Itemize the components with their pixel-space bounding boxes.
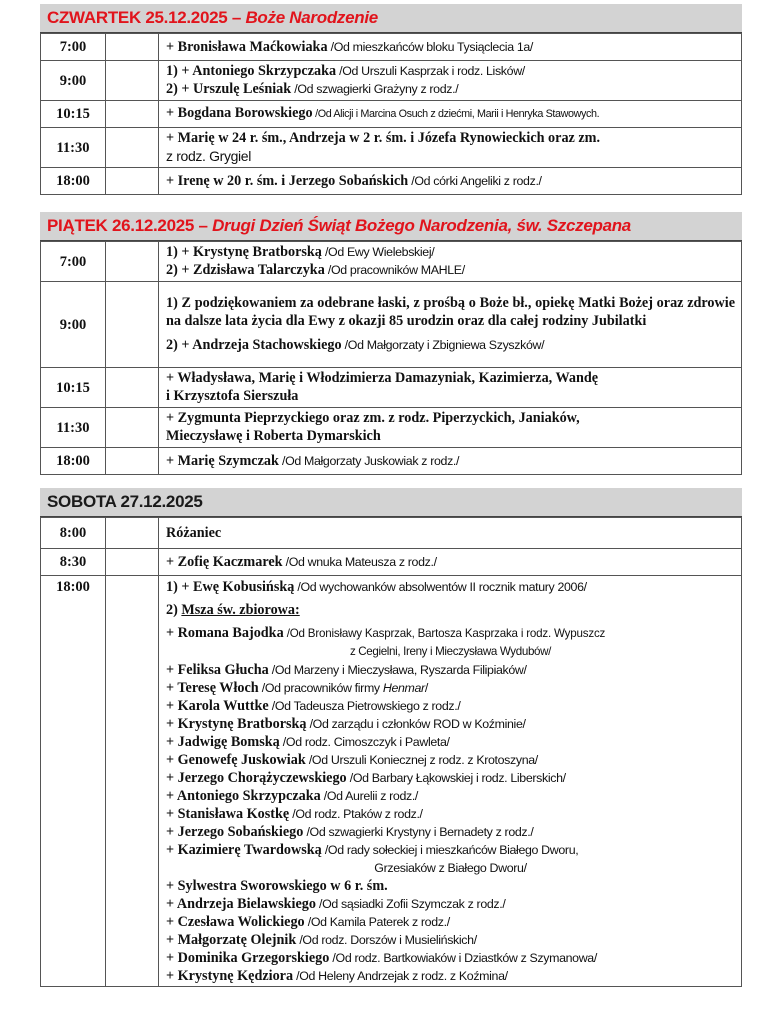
- mass-row: [41, 242, 742, 282]
- blank-cell: [106, 448, 159, 475]
- intention-from: /Od szwagierki Grażyny z rodz./: [291, 82, 459, 96]
- collective-intention-item: [166, 823, 735, 841]
- collective-intention-item: [166, 624, 735, 643]
- intention-name: + Zdzisława Talarczyka: [181, 262, 325, 278]
- mass-schedule-table: [40, 517, 742, 987]
- mass-time: 9:00: [41, 61, 106, 101]
- day-header: CZWARTEK 25.12.2025 – Boże Narodzenie: [40, 4, 742, 33]
- intention-name: 1) Z podziękowaniem za odebrane łaski, z prośbą o Boże bł., opiekę Matki Bożej oraz zdrowie na dalsze lata życia dla Ewy z okazji 85 urodzin oraz dla całej rodziny Jubilatki: [166, 295, 735, 329]
- mass-time: 18:00: [41, 576, 106, 987]
- collective-intention-item: [166, 769, 735, 787]
- mass-schedule-table: [40, 33, 742, 195]
- mass-row: [41, 61, 742, 101]
- collective-intention-item: [166, 841, 735, 859]
- mass-intention: [159, 101, 742, 128]
- mass-time: 9:00: [41, 282, 106, 368]
- intention-from: /Od Urszuli Koniecznej z rodz. z Krotoszyna/: [305, 753, 538, 767]
- intention-from: /Od pracowników MAHLE/: [324, 263, 465, 277]
- intention-name: + Antoniego Skrzypczaka: [166, 788, 321, 804]
- intention-from: /Od Bronisławy Kasprzak, Bartosza Kasprzaka i rodz. Wypuszcz: [283, 627, 606, 640]
- mass-row: [41, 576, 742, 987]
- intention-from: /Od szwagierki Krystyny i Bernadety z rodz./: [303, 825, 534, 839]
- mass-time: 10:15: [41, 368, 106, 408]
- collective-intention-item: [166, 661, 735, 679]
- intention-from: /Od rady sołeckiej i mieszkańców Białego Dworu,: [321, 843, 579, 857]
- intention-from: /Od rodz. Ptaków z rodz./: [289, 807, 423, 821]
- blank-cell: [106, 549, 159, 576]
- intention-name: + Małgorzatę Olejnik: [166, 932, 297, 948]
- day-subtitle: Boże Narodzenie: [245, 8, 378, 27]
- mass-time: 11:30: [41, 128, 106, 168]
- blank-cell: [106, 408, 159, 448]
- collective-intention-item: [166, 895, 735, 913]
- intention-from: /Od rodz. Cimoszczyk i Pawleta/: [279, 735, 450, 749]
- intention-name: + Krystynę Bratborską: [181, 244, 322, 260]
- blank-cell: [106, 242, 159, 282]
- collective-intention-item: + Teresę Włoch /Od pracowników firmy Henmar/: [166, 680, 428, 696]
- collective-intention-item: [166, 751, 735, 769]
- day-subtitle: Drugi Dzień Świąt Bożego Narodzenia, św. Szczepana: [212, 216, 631, 235]
- collective-intention-item: [166, 877, 735, 895]
- mass-row: [41, 101, 742, 128]
- mass-schedule-table: [40, 241, 742, 475]
- intention-from: /Od Marzeny i Mieczysława, Ryszarda Filipiaków/: [268, 663, 527, 677]
- intention-name: + Urszulę Leśniak: [181, 81, 292, 97]
- collective-intention-item: [166, 913, 735, 931]
- mass-row: [41, 282, 742, 368]
- mass-intention: [159, 549, 742, 576]
- intention-from: /Od Tadeusza Pietrowskiego z rodz./: [268, 699, 461, 713]
- intention-name: + Teresę Włoch: [166, 680, 259, 696]
- blank-cell: [106, 168, 159, 195]
- mass-row: [41, 549, 742, 576]
- intention-name: + Jerzego Sobańskiego: [166, 824, 304, 840]
- intention-from-continuation: z Cegielni, Ireny i Mieczysława Wydubów/: [349, 645, 552, 658]
- collective-intention-item: [166, 931, 735, 949]
- collective-intention-item: [166, 805, 735, 823]
- intention-name: + Andrzeja Bielawskiego: [166, 896, 316, 912]
- mass-time: 7:00: [41, 242, 106, 282]
- blank-cell: [106, 518, 159, 549]
- blank-cell: [106, 61, 159, 101]
- blank-cell: [106, 34, 159, 61]
- mass-row: [41, 368, 742, 408]
- intention-name: + Romana Bajodka: [166, 625, 284, 641]
- mass-intention: [159, 448, 742, 475]
- intention-name: + Antoniego Skrzypczaka: [181, 63, 337, 79]
- mass-intention: 1) + Ewę Kobusińską /Od wychowanków absolwentów II rocznik matury 2006/ 2) Msza św. zbiorowa: + Romana Bajodka /Od Bronisławy Kasprzak, Bartosza Kasprzaka i rodz. Wypuszcz z Cegielni, Ireny i Mieczysława Wydubów/ + Feliksa Głucha /Od Marzeny i Mieczysława, Ryszarda Filipiaków/ + Teresę Włoch /Od pracowników firmy Henmar/ + Karola Wuttke /Od Tadeusza Pietrowskiego z rodz./ + Krystynę Bratborską /Od zarządu i członków ROD w Koźminie/ + Jadwigę Bomską /Od rodz. Cimoszczyk i Pawleta/ + Genowefę Juskowiak /Od Urszuli Koniecznej z rodz. z Krotoszyna/ + Jerzego Chorążyczewskiego /Od Barbary Łąkowskiej i rodz. Liberskich/ + Antoniego Skrzypczaka /Od Aurelii z rodz./ + Stanisława Kostkę /Od rodz. Ptaków z rodz./ + Jerzego Sobańskiego /Od szwagierki Krystyny i Bernadety z rodz./ + Kazimierę Twardowską /Od rady sołeckiej i mieszkańców Białego Dworu, Grzesiaków z Białego Dworu/ + Sylwestra Sworowskiego w 6 r. śm. + Andrzeja Bielawskiego /Od sąsiadki Zofii Szymczak z rodz./ + Czesława Wolickiego /Od Kamila Paterek z rodz./ + Małgorzatę Olejnik /Od rodz. Dorszów i Musielińskich/ + Dominika Grzegorskiego /Od rodz. Bartkowiaków i Dziastków z Szymanowa/ + Krystynę Kędziora /Od Heleny Andrzejak z rodz. z Koźmina/: [159, 576, 742, 987]
- intention-continuation: i Krzysztofa Sierszuła: [166, 388, 299, 404]
- intention-name: Różaniec: [166, 524, 222, 541]
- intention-name: + Marię w 24 r. śm., Andrzeja w 2 r. śm. i Józefa Rynowieckich oraz zm.: [166, 130, 601, 146]
- intention-from: /Od Urszuli Kasprzak i rodz. Lisków/: [336, 64, 525, 78]
- mass-time: 7:00: [41, 34, 106, 61]
- intention-from: /Od Małgorzaty Juskowiak z rodz./: [278, 453, 460, 468]
- intention-from: z rodz. Grygiel: [166, 148, 251, 164]
- day-title: CZWARTEK 25.12.2025: [47, 8, 228, 27]
- intention-name: + Kazimierę Twardowską: [166, 842, 322, 858]
- intention-from: /Od sąsiadki Zofii Szymczak z rodz./: [315, 897, 506, 911]
- day-header: [40, 488, 742, 517]
- collective-intention-item: [166, 949, 735, 967]
- intention-name: + Jerzego Chorążyczewskiego: [166, 770, 347, 786]
- intention-name: + Zofię Kaczmarek: [166, 553, 283, 570]
- intention-name: + Karola Wuttke: [166, 698, 269, 714]
- mass-row: [41, 128, 742, 168]
- intention-name: + Stanisława Kostkę: [166, 806, 290, 822]
- mass-intention: [159, 518, 742, 549]
- intention-name: + Krystynę Kędziora: [166, 968, 294, 984]
- intention-name: + Andrzeja Stachowskiego: [181, 337, 342, 353]
- intention-name: + Bogdana Borowskiego: [166, 105, 313, 121]
- intention-from: /Od rodz. Dorszów i Musielińskich/: [296, 933, 477, 947]
- intention-continuation: Mieczysławę i Roberta Dymarskich: [166, 428, 381, 444]
- mass-intention: [159, 34, 742, 61]
- intention-from: /Od Barbary Łąkowskiej i rodz. Liberskich/: [346, 771, 566, 785]
- mass-intention: [159, 408, 742, 448]
- collective-intention-item: [166, 787, 735, 805]
- intention-from: /Od Kamila Paterek z rodz./: [304, 915, 450, 929]
- collective-intention-item: [166, 697, 735, 715]
- collective-intention-item: [166, 733, 735, 751]
- intention-name: + Marię Szymczak: [166, 452, 279, 469]
- intention-from: /Od Alicji i Marcina Osuch z dziećmi, Marii i Henryka Stawowych.: [312, 108, 600, 120]
- intention-name: + Czesława Wolickiego: [166, 914, 305, 930]
- intention-name: + Genowefę Juskowiak: [166, 752, 306, 768]
- blank-cell: [106, 101, 159, 128]
- mass-row: [41, 408, 742, 448]
- intention-name: + Ewę Kobusińską: [181, 579, 295, 595]
- blank-cell: [106, 368, 159, 408]
- intention-name: + Władysława, Marię i Włodzimierza Damazyniak, Kazimierza, Wandę: [166, 370, 599, 386]
- day-section-saturday: [40, 488, 742, 987]
- blank-cell: [106, 282, 159, 368]
- collective-mass-label: Msza św. zbiorowa:: [181, 602, 300, 618]
- day-section-thursday: [40, 4, 742, 195]
- intention-from: /Od wnuka Mateusza z rodz./: [282, 554, 437, 569]
- intention-name: + Zygmunta Pieprzyckiego oraz zm. z rodz. Piperzyckich, Janiaków,: [166, 410, 580, 426]
- mass-intention: [159, 168, 742, 195]
- intention-from: /Od Ewy Wielebskiej/: [321, 245, 435, 259]
- intention-from: /Od zarządu i członków ROD w Koźminie/: [306, 717, 526, 731]
- intention-name: + Krystynę Bratborską: [166, 716, 307, 732]
- mass-intention: [159, 128, 742, 168]
- mass-intention: 1) Z podziękowaniem za odebrane łaski, z prośbą o Boże bł., opiekę Matki Bożej oraz zdrowie na dalsze lata życia dla Ewy z okazji 85 urodzin oraz dla całej rodziny Jubilatki 2) + Andrzeja Stachowskiego /Od Małgorzaty i Zbigniewa Szyszków/: [159, 282, 742, 368]
- intention-from: /Od wychowanków absolwentów II rocznik matury 2006/: [294, 580, 587, 594]
- blank-cell: [106, 128, 159, 168]
- mass-time: 11:30: [41, 408, 106, 448]
- mass-time: 8:30: [41, 549, 106, 576]
- mass-time: 8:00: [41, 518, 106, 549]
- collective-intention-item: [166, 715, 735, 733]
- mass-row: [41, 168, 742, 195]
- intention-from: /Od córki Angeliki z rodz./: [408, 173, 542, 188]
- day-title: SOBOTA 27.12.2025: [47, 492, 203, 511]
- intention-name: + Dominika Grzegorskiego: [166, 950, 330, 966]
- intention-from-continuation: Grzesiaków z Białego Dworu/: [374, 861, 527, 875]
- mass-row: [41, 34, 742, 61]
- mass-time: 10:15: [41, 101, 106, 128]
- day-title: PIĄTEK 26.12.2025: [47, 216, 195, 235]
- intention-name: + Bronisława Maćkowiaka: [166, 38, 328, 55]
- mass-intention: [159, 368, 742, 408]
- intention-name: + Feliksa Głucha: [166, 662, 269, 678]
- mass-time: 18:00: [41, 448, 106, 475]
- collective-intention-item: [166, 967, 735, 985]
- mass-time: 18:00: [41, 168, 106, 195]
- mass-intention: 1) + Krystynę Bratborską /Od Ewy Wielebskiej/ 2) + Zdzisława Talarczyka /Od pracowników MAHLE/: [159, 242, 742, 282]
- intention-name: + Jadwigę Bomską: [166, 734, 280, 750]
- day-header: PIĄTEK 26.12.2025 – Drugi Dzień Świąt Bożego Narodzenia, św. Szczepana: [40, 212, 742, 241]
- mass-row: [41, 518, 742, 549]
- blank-cell: [106, 576, 159, 987]
- day-section-friday: [40, 212, 742, 475]
- intention-from: /Od Małgorzaty i Zbigniewa Szyszków/: [341, 338, 545, 352]
- intention-name: + Irenę w 20 r. śm. i Jerzego Sobańskich: [166, 172, 409, 189]
- collective-intentions-list: [166, 624, 735, 985]
- intention-from: /Od Heleny Andrzejak z rodz. z Koźmina/: [293, 969, 508, 983]
- mass-row: [41, 448, 742, 475]
- intention-from: /Od rodz. Bartkowiaków i Dziastków z Szymanowa/: [329, 951, 597, 965]
- intention-from: /Od Aurelii z rodz./: [320, 789, 419, 803]
- intention-from: /Od pracowników firmy: [258, 681, 383, 695]
- company-name: Henmar: [382, 681, 425, 695]
- intention-from: /Od mieszkańców bloku Tysiąclecia 1a/: [327, 39, 534, 54]
- mass-intention: 1) + Antoniego Skrzypczaka /Od Urszuli Kasprzak i rodz. Lisków/ 2) + Urszulę Leśniak /Od szwagierki Grażyny z rodz./: [159, 61, 742, 101]
- intention-name: + Sylwestra Sworowskiego w 6 r. śm.: [166, 878, 388, 894]
